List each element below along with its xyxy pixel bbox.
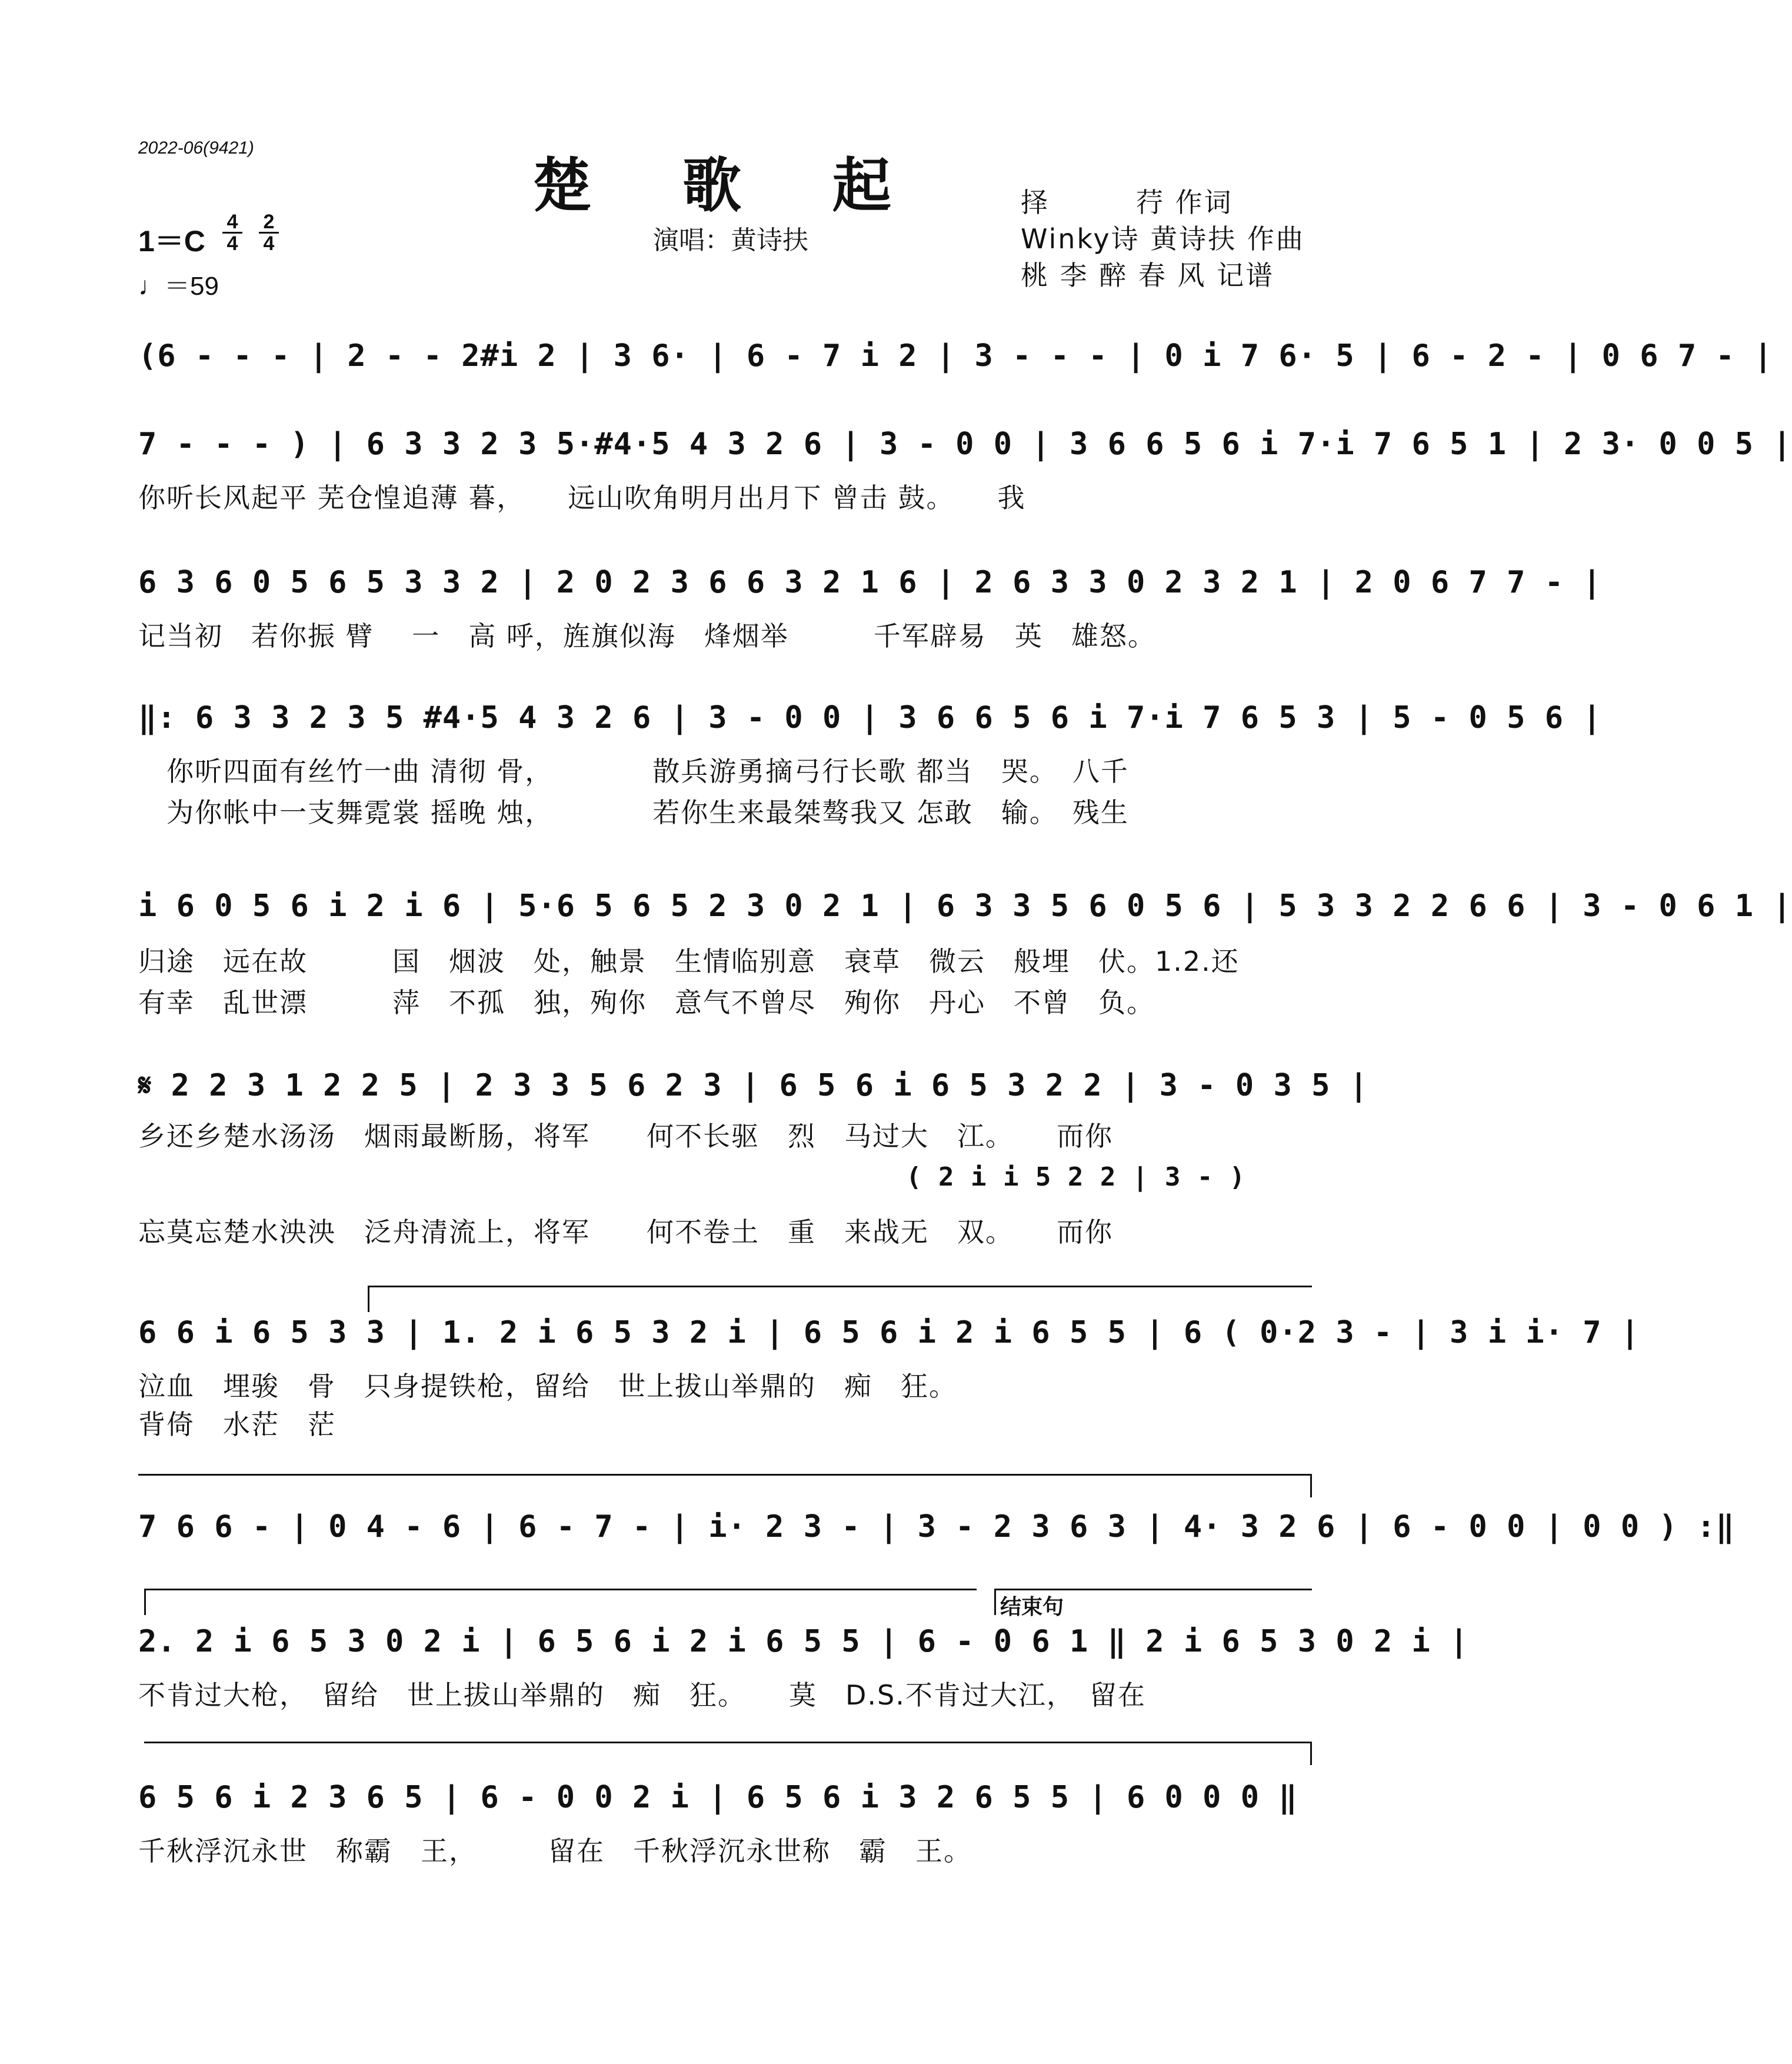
lyric-line-6b: 忘莫忘楚水泱泱 泛舟清流上，将军 何不卷土 重 来战无 双。 而你 [138,1216,1113,1248]
lyric-line-4b: 为你帐中一支舞霓裳 摇晚 烛， 若你生来最桀骜我又 怎敢 输。 残生 [138,797,1129,828]
lyric-line-9: 不肯过大枪， 留给 世上拔山举鼎的 痴 狂。 莫 D.S.不肯过大江， 留在 [138,1679,1146,1711]
notation-line-6: 𝄋 2 2 3 1 2 2 5 | 2 3 3 5 6 2 3 | 6 5 6 i 6 5 3 2 2 | 3 - 0 3 5 | [138,1068,1368,1103]
notation-line-7: 6 6 i 6 5 3 3 | 1. 2 i 6 5 3 2 i | 6 5 6 i 2 i 6 5 5 | 6 ( 0·2 3 - | 3 i i· 7 | [138,1315,1640,1350]
composer-credit: Winky诗 黄诗扶 作曲 [1021,223,1305,255]
volta-1-bracket [368,1286,1312,1287]
notation-line-4: ‖: 6 3 3 2 3 5 #4·5 4 3 2 6 | 3 - 0 0 | 3 6 6 5 6 i 7·i 7 6 5 3 | 5 - 0 5 6 | [138,700,1602,735]
notation-line-3: 6 3 6 0 5 6 5 3 3 2 | 2 0 2 3 6 6 3 2 1 6 | 2 6 3 3 0 2 3 2 1 | 2 0 6 7 7 - | [138,565,1602,600]
notation-line-5: i 6 0 5 6 i 2 i 6 | 5·6 5 6 5 2 3 0 2 1 | 6 3 3 5 6 0 5 6 | 5 3 3 2 2 6 6 | 3 - 0 6 1 | [138,888,1792,924]
notation-line-8: 7 6 6 - | 0 4 - 6 | 6 - 7 - | i· 2 3 - | 3 - 2 3 6 3 | 4· 3 2 6 | 6 - 0 0 | 0 0 ) :‖ [138,1509,1735,1544]
notation-line-1: (6 - - - | 2 - - 2#i 2 | 3 6· | 6 - 7 i 2 | 3 - - - | 0 i 7 6· 5 | 6 - 2 - | 0 6 7 - | [138,338,1773,374]
ending-continue-bracket [144,1742,1312,1743]
lyric-line-5b: 有幸 乱世漂 萍 不孤 独，殉你 意气不曾尽 殉你 丹心 不曾 负。 [138,987,1155,1018]
lyric-line-7b: 背倚 水茫 茫 [138,1409,336,1440]
lyric-line-3: 记当初 若你振 臂 一 高 呼，旌旗似海 烽烟举 千军辟易 英 雄怒。 [138,620,1156,652]
time-signature-2-4: 2 4 [259,212,279,254]
ending-label: 结束句 [1000,1594,1064,1619]
transcriber-credit: 桃 李 醉 春 风 记谱 [1021,259,1275,291]
ending-start [994,1589,996,1615]
ending-end [1310,1742,1312,1765]
lyric-line-4a: 你听四面有丝竹一曲 清彻 骨， 散兵游勇摘弓行长歌 都当 哭。 八千 [138,755,1129,787]
notation-line-2: 7 - - - ) | 6 3 3 2 3 5·#4·5 4 3 2 6 | 3 - 0 0 | 3 6 6 5 6 i 7·i 7 6 5 1 | 2 3· 0 0 5 | [138,427,1792,462]
key-signature: 1＝C [138,225,205,258]
lyric-line-10: 千秋浮沉永世 称霸 王， 留在 千秋浮沉永世称 霸 王。 [138,1835,972,1867]
volta-end [1310,1474,1312,1497]
singer-credit: 演唱：黄诗扶 [653,225,808,255]
lyric-line-5a: 归途 远在故 国 烟波 处，触景 生情临别意 衰草 微云 般埋 伏。1.2.还 [138,946,1240,977]
tempo-marking: ♩＝59 [138,272,219,301]
volta-1-start [368,1286,369,1312]
lyric-line-6: 乡还乡楚水汤汤 烟雨最断肠，将军 何不长驱 烈 马过大 江。 而你 [138,1120,1113,1152]
lyric-line-7a: 泣血 埋骏 骨 只身提铁枪，留给 世上拔山举鼎的 痴 狂。 [138,1370,957,1402]
notation-line-10: 6 5 6 i 2 3 6 5 | 6 - 0 0 2 i | 6 5 6 i 3 2 6 5 5 | 6 0 0 0 ‖ [138,1780,1298,1815]
lyric-line-2: 你听长风起平 芜仓惶追薄 暮， 远山吹角明月出月下 曾击 鼓。 我 [138,482,1026,514]
lyricist-credit: 择 荇 作词 [1021,187,1233,218]
volta-continue-bracket [138,1474,1312,1476]
notation-interlude: ( 2 i i 5 2 2 | 3 - ) [906,1162,1246,1192]
volta-2-bracket [144,1589,977,1590]
score-code: 2022-06(9421) [138,138,254,158]
volta-2-start [144,1589,146,1615]
song-title: 楚 歌 起 [532,151,927,220]
notation-line-9: 2. 2 i 6 5 3 0 2 i | 6 5 6 i 2 i 6 5 5 | 6 - 0 6 1 ‖ 2 i 6 5 3 0 2 i | [138,1624,1469,1659]
time-signature-4-4: 4 4 [222,212,242,254]
